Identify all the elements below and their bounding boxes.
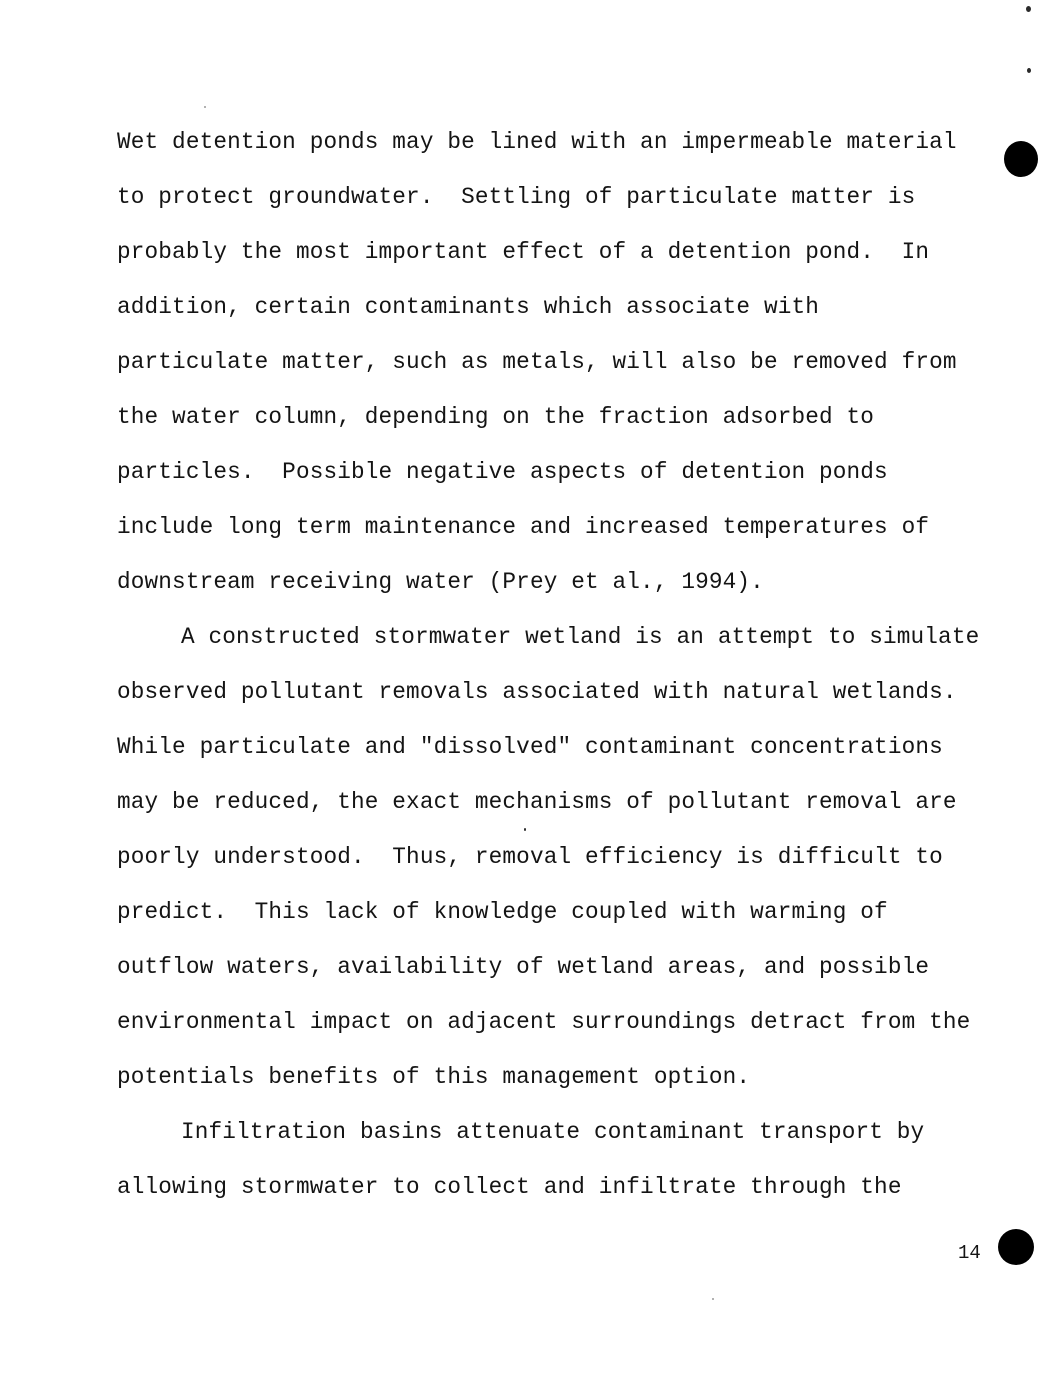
text-line: downstream receiving water (Prey et al., 1994). [117,569,764,595]
scan-speck-icon [204,106,206,108]
text-line: allowing stormwater to collect and infiltrate through the [117,1174,902,1200]
text-line: particles. Possible negative aspects of detention ponds [117,459,888,485]
text-line: predict. This lack of knowledge coupled with warming of [117,899,888,925]
punch-hole-icon [1004,141,1038,177]
text-line: particulate matter, such as metals, will also be removed from [117,349,957,375]
text-line: may be reduced, the exact mechanisms of pollutant removal are [117,789,957,815]
text-line: potentials benefits of this management option. [117,1064,751,1090]
text-line: environmental impact on adjacent surroundings detract from the [117,1009,971,1035]
text-line: addition, certain contaminants which associate with [117,294,820,320]
text-line: include long term maintenance and increased temperatures of [117,514,930,540]
punch-hole-icon [998,1229,1034,1265]
text-line: to protect groundwater. Settling of particulate matter is [117,184,916,210]
scan-speck-icon [1027,68,1031,73]
page-number: 14 [958,1242,981,1264]
text-line: poorly understood. Thus, removal efficiency is difficult to [117,844,943,870]
scan-speck-icon [1026,6,1031,12]
text-line: the water column, depending on the fraction adsorbed to [117,404,875,430]
text-line: Wet detention ponds may be lined with an impermeable material [117,129,957,155]
paragraph-first-line: Infiltration basins attenuate contaminant transport by [181,1119,925,1145]
text-line: outflow waters, availability of wetland areas, and possible [117,954,930,980]
scan-speck-icon [524,828,526,831]
text-line: probably the most important effect of a detention pond. In [117,239,930,265]
text-line: While particulate and "dissolved" contaminant concentrations [117,734,943,760]
scan-speck-icon [712,1298,714,1300]
paragraph-first-line: A constructed stormwater wetland is an attempt to simulate [181,624,980,650]
text-line: observed pollutant removals associated with natural wetlands. [117,679,957,705]
